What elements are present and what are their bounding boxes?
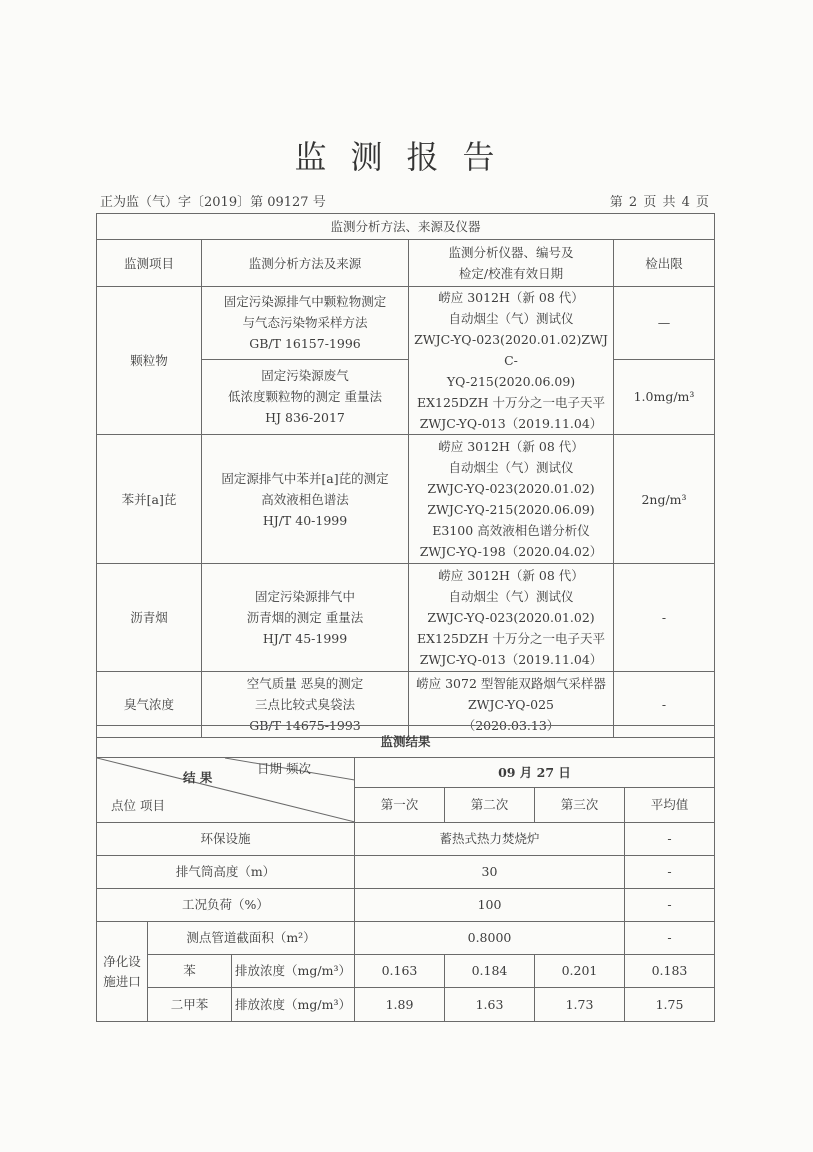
stack-height-avg: - bbox=[625, 856, 715, 889]
limit-particulate-1: — bbox=[614, 287, 715, 360]
item-odor: 臭气浓度 bbox=[97, 672, 202, 738]
limit-particulate-2: 1.0mg/m³ bbox=[614, 359, 715, 434]
limit-benzopyrene: 2ng/m³ bbox=[614, 435, 715, 564]
benzene-value-3: 0.201 bbox=[535, 955, 625, 988]
area-label: 测点管道截面积（m²） bbox=[148, 922, 355, 955]
xylene-param: 排放浓度（mg/m³） bbox=[232, 988, 355, 1022]
report-title: 监测报告 bbox=[294, 138, 519, 176]
item-particulate: 颗粒物 bbox=[97, 287, 202, 435]
benzene-average: 0.183 bbox=[625, 955, 715, 988]
item-asphalt: 沥青烟 bbox=[97, 564, 202, 672]
item-benzopyrene: 苯并[a]芘 bbox=[97, 435, 202, 564]
env-facility-value: 蓄热式热力焚烧炉 bbox=[355, 823, 625, 856]
instrument-particulate: 崂应 3012H（新 08 代） 自动烟尘（气）测试仪 ZWJC-YQ-023(2020.01.02)ZWJC- YQ-215(2020.06.09) EX125DZH 十万分之一电子天平 ZWJC-YQ-013（2019.11.04） bbox=[409, 287, 614, 435]
col-second: 第二次 bbox=[445, 788, 535, 823]
load-value: 100 bbox=[355, 889, 625, 922]
header-limit: 检出限 bbox=[614, 240, 715, 287]
xylene-name: 二甲苯 bbox=[148, 988, 232, 1022]
diag-result-label: 结 果 bbox=[183, 770, 213, 785]
methods-table bbox=[96, 213, 715, 738]
area-value: 0.8000 bbox=[355, 922, 625, 955]
header-instrument: 监测分析仪器、编号及 检定/校准有效日期 bbox=[409, 240, 614, 287]
env-facility-avg: - bbox=[625, 823, 715, 856]
results-table bbox=[96, 725, 715, 1022]
col-average: 平均值 bbox=[625, 788, 715, 823]
date-header: 09 月 27 日 bbox=[355, 758, 715, 788]
env-facility-label: 环保设施 bbox=[97, 823, 355, 856]
benzene-param: 排放浓度（mg/m³） bbox=[232, 955, 355, 988]
area-avg: - bbox=[625, 922, 715, 955]
document-number: 正为监（气）字〔2019〕第 09127 号 bbox=[100, 195, 326, 210]
method-benzopyrene: 固定源排气中苯并[a]芘的测定 高效液相色谱法 HJ/T 40-1999 bbox=[202, 435, 409, 564]
method-particulate-2: 固定污染源废气 低浓度颗粒物的测定 重量法 HJ 836-2017 bbox=[202, 359, 409, 434]
methods-section-title: 监测分析方法、来源及仪器 bbox=[97, 214, 715, 240]
benzene-value-1: 0.163 bbox=[355, 955, 445, 988]
instrument-odor: 崂应 3072 型智能双路烟气采样器 ZWJC-YQ-025 （2020.03.13） bbox=[409, 672, 614, 738]
xylene-value-1: 1.89 bbox=[355, 988, 445, 1022]
col-third: 第三次 bbox=[535, 788, 625, 823]
xylene-average: 1.75 bbox=[625, 988, 715, 1022]
results-section-title: 监测结果 bbox=[97, 726, 715, 758]
xylene-value-2: 1.63 bbox=[445, 988, 535, 1022]
limit-odor: - bbox=[614, 672, 715, 738]
limit-asphalt: - bbox=[614, 564, 715, 672]
benzene-name: 苯 bbox=[148, 955, 232, 988]
diagonal-header bbox=[97, 758, 355, 823]
instrument-benzopyrene: 崂应 3012H（新 08 代） 自动烟尘（气）测试仪 ZWJC-YQ-023(2020.01.02) ZWJC-YQ-215(2020.06.09) E3100 高效液相色谱分析仪 ZWJC-YQ-198（2020.04.02） bbox=[409, 435, 614, 564]
instrument-asphalt: 崂应 3012H（新 08 代） 自动烟尘（气）测试仪 ZWJC-YQ-023(2020.01.02) EX125DZH 十万分之一电子天平 ZWJC-YQ-013（2019.11.04） bbox=[409, 564, 614, 672]
method-asphalt: 固定污染源排气中 沥青烟的测定 重量法 HJ/T 45-1999 bbox=[202, 564, 409, 672]
load-avg: - bbox=[625, 889, 715, 922]
method-odor: 空气质量 恶臭的测定 三点比较式臭袋法 GB/T 14675-1993 bbox=[202, 672, 409, 738]
load-label: 工况负荷（%） bbox=[97, 889, 355, 922]
stack-height-label: 排气筒高度（m） bbox=[97, 856, 355, 889]
method-particulate-1: 固定污染源排气中颗粒物测定 与气态污染物采样方法 GB/T 16157-1996 bbox=[202, 287, 409, 360]
stack-height-value: 30 bbox=[355, 856, 625, 889]
benzene-value-2: 0.184 bbox=[445, 955, 535, 988]
diag-date-freq-label: 日期 频次 bbox=[257, 761, 311, 776]
col-first: 第一次 bbox=[355, 788, 445, 823]
xylene-value-3: 1.73 bbox=[535, 988, 625, 1022]
header-item: 监测项目 bbox=[97, 240, 202, 287]
inlet-label: 净化设施进口 bbox=[97, 922, 148, 1022]
page-number: 第 2 页 共 4 页 bbox=[609, 195, 710, 210]
header-method: 监测分析方法及来源 bbox=[202, 240, 409, 287]
diag-point-item-label: 点位 项目 bbox=[111, 798, 165, 813]
